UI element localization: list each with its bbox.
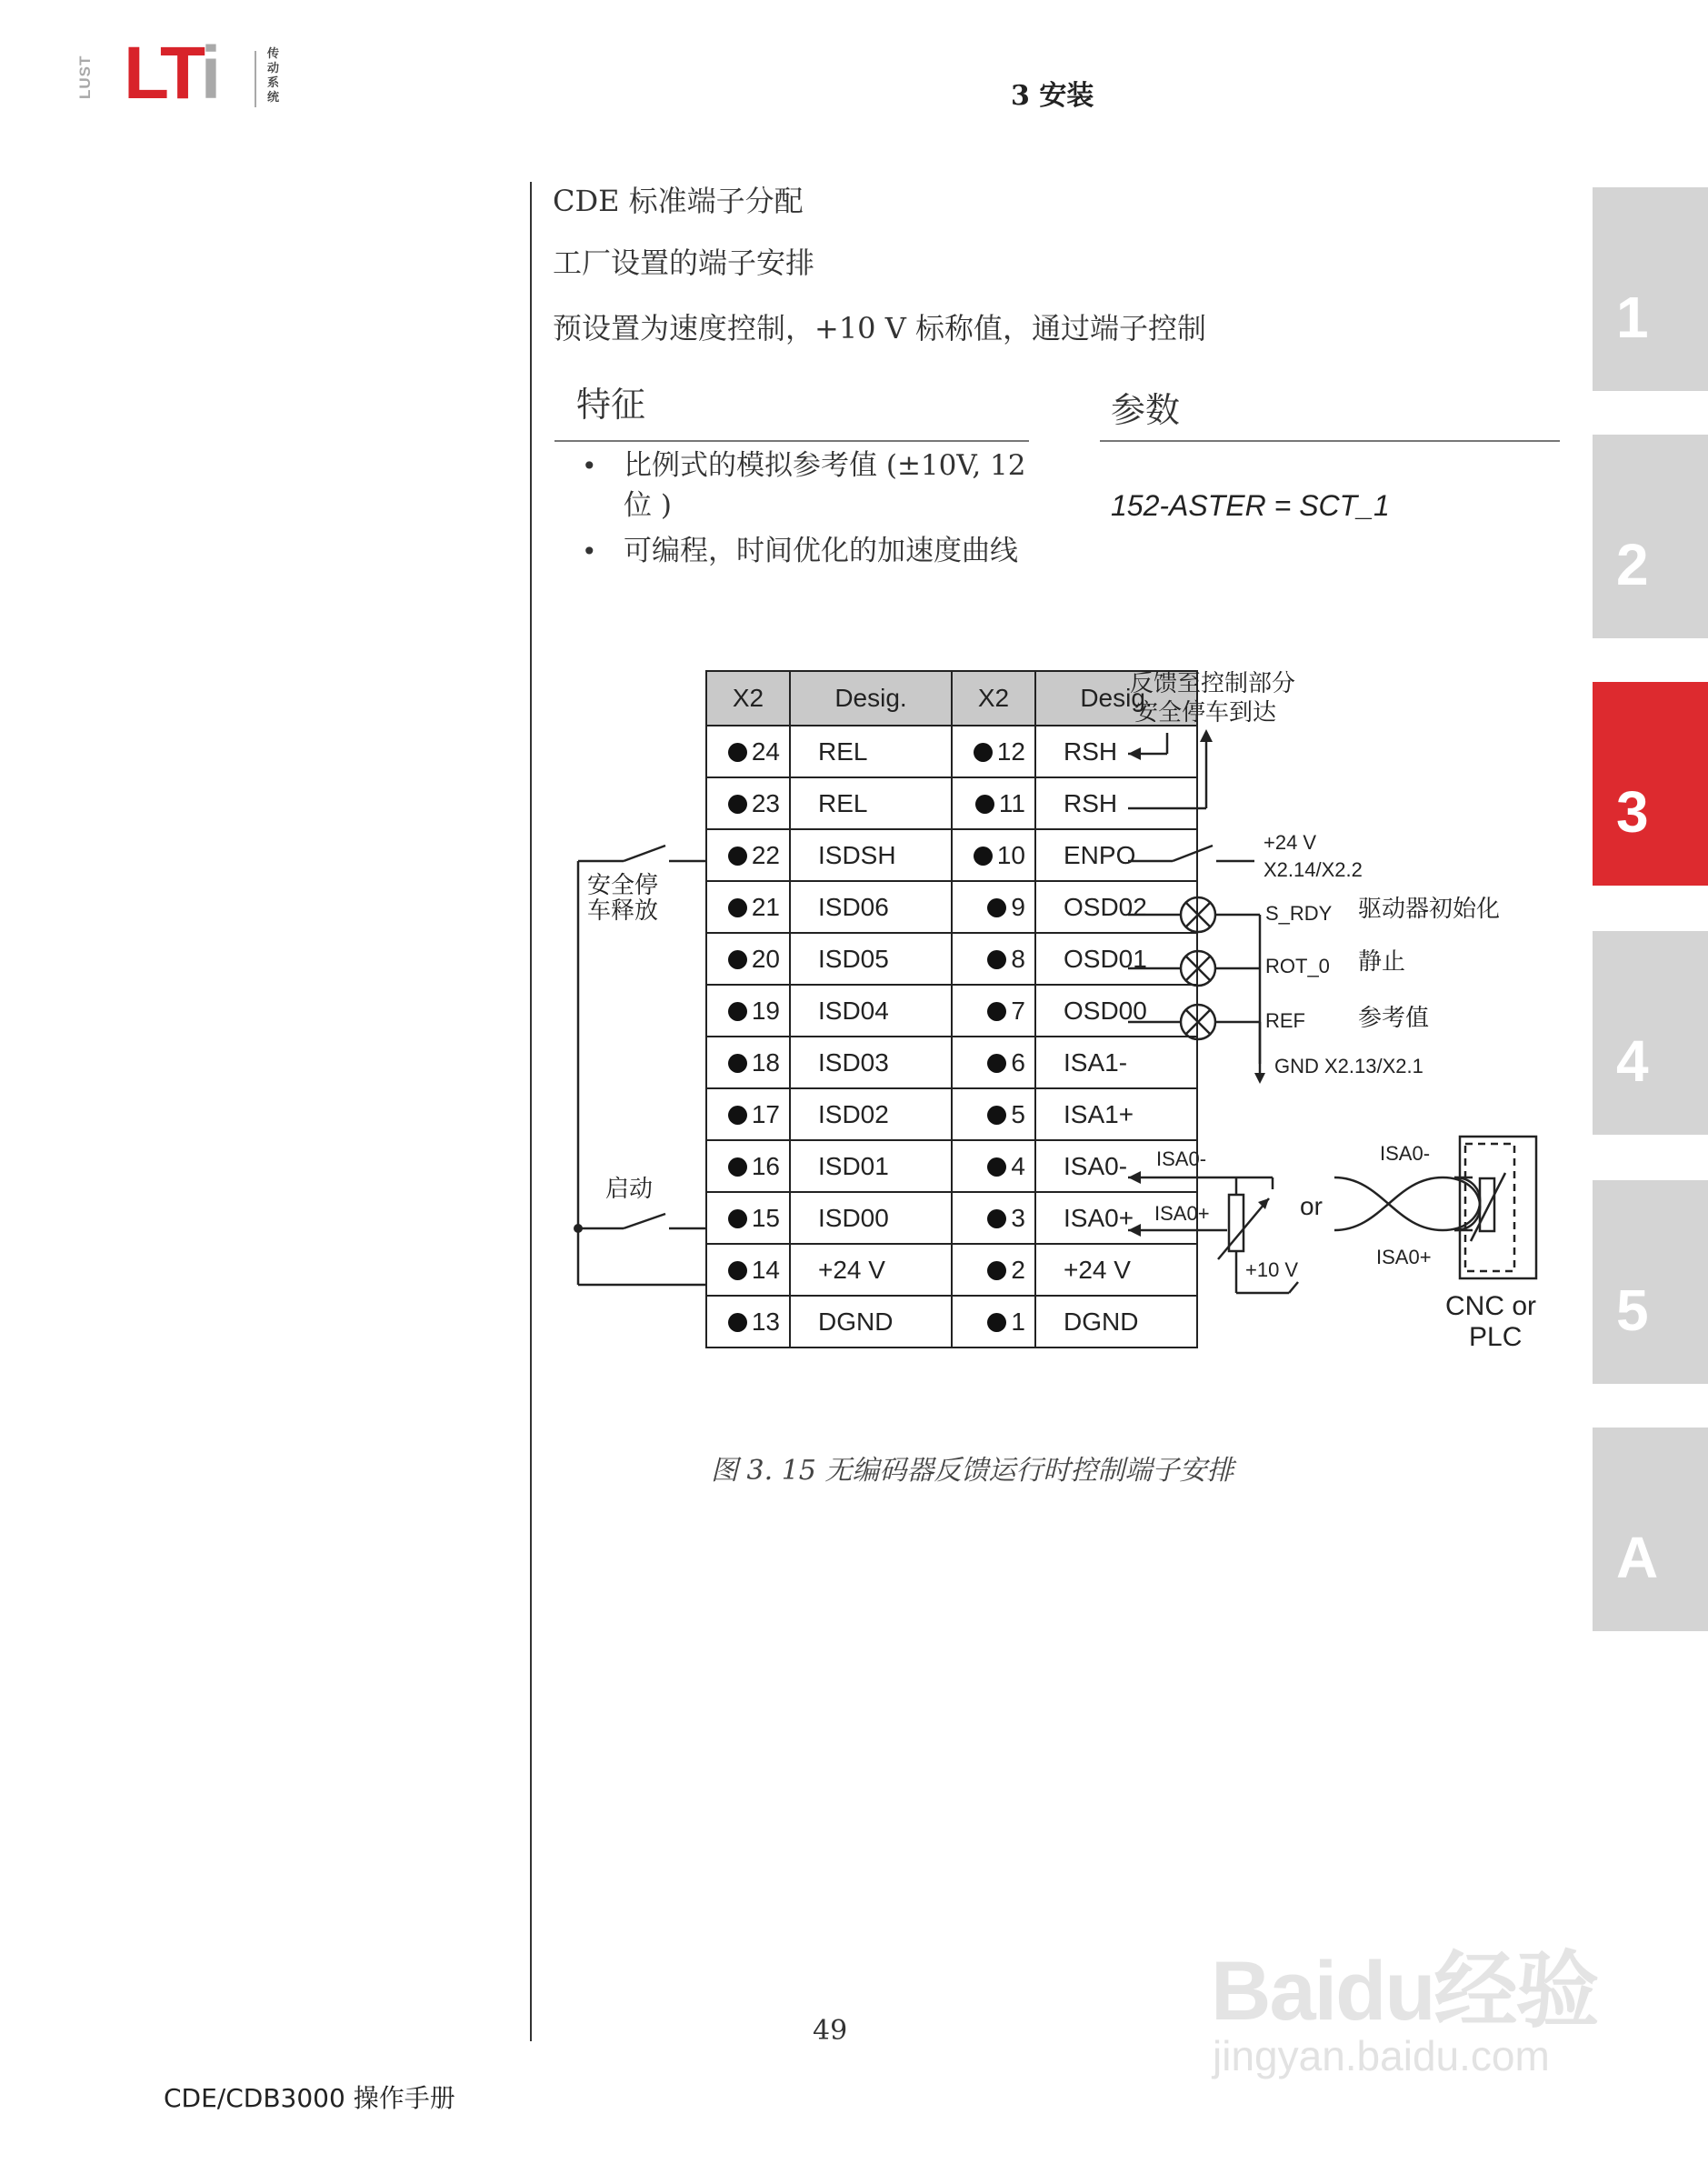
ref-label: REF bbox=[1265, 1009, 1305, 1032]
feature-item-1-line-1: 比例式的模拟参考值 (±10V, 12 bbox=[624, 449, 1026, 482]
chapter-tab-1[interactable] bbox=[1593, 187, 1708, 391]
header-desig-left: Desig. bbox=[790, 671, 952, 726]
terminal-desig-left-text: ISD00 bbox=[818, 1203, 889, 1232]
isa0-minus-label: ISA0- bbox=[1156, 1147, 1207, 1170]
chapter-tab-a[interactable] bbox=[1593, 1428, 1708, 1631]
terminal-number-left-text: 17 bbox=[751, 1099, 780, 1128]
page-number: 49 bbox=[813, 2015, 848, 2047]
rot-0-desc: 静止 bbox=[1358, 948, 1406, 976]
feedback-label-2: 安全停车到达 bbox=[1134, 699, 1277, 726]
cnc-label-2: PLC bbox=[1469, 1322, 1523, 1352]
chapter-tab-3-label: 3 bbox=[1616, 779, 1649, 845]
terminal-desig-left-text: REL bbox=[818, 736, 868, 766]
terminal-number-right-text: 7 bbox=[1011, 996, 1025, 1025]
s-rdy-desc: 驱动器初始化 bbox=[1358, 896, 1501, 923]
header-x2-right: X2 bbox=[952, 671, 1035, 726]
terminal-desig-left-text: ISD06 bbox=[818, 892, 889, 921]
terminal-number-left-text: 19 bbox=[751, 996, 780, 1025]
footer-title: CDE/CDB3000 操作手册 bbox=[164, 2083, 455, 2113]
terminal-number-left-text: 23 bbox=[751, 788, 780, 817]
terminal-desig-right-text: ISA1- bbox=[1064, 1047, 1128, 1077]
parameters-heading: 参数 bbox=[1111, 390, 1181, 430]
terminal-desig-right-text: ISA0- bbox=[1064, 1151, 1128, 1180]
supply-24v-label: +24 V bbox=[1264, 831, 1317, 854]
terminal-number-right-text: 6 bbox=[1011, 1047, 1025, 1077]
cnc-label-1: CNC or bbox=[1445, 1291, 1537, 1321]
logo-lti: LTi bbox=[124, 32, 218, 115]
start-label: 启动 bbox=[605, 1176, 654, 1203]
terminal-desig-right-text: OSD02 bbox=[1064, 892, 1147, 921]
safe-stop-label-2: 车释放 bbox=[587, 897, 659, 925]
terminal-number-right-text: 8 bbox=[1011, 944, 1025, 973]
chapter-tab-a-label: A bbox=[1616, 1525, 1659, 1590]
terminal-number-left-text: 24 bbox=[751, 736, 780, 766]
watermark-logo: Baidu经验 bbox=[1211, 1945, 1598, 2038]
twisted-isa0-plus-label: ISA0+ bbox=[1376, 1246, 1432, 1268]
chapter-tab-1-label: 1 bbox=[1616, 285, 1649, 350]
chapter-tab-2-label: 2 bbox=[1616, 532, 1649, 597]
or-label: or bbox=[1300, 1192, 1323, 1220]
ref-desc: 参考值 bbox=[1358, 1005, 1430, 1032]
terminal-desig-right-text: ISA1+ bbox=[1064, 1099, 1134, 1128]
terminal-number-left-text: 22 bbox=[751, 840, 780, 869]
terminal-number-right-text: 9 bbox=[1011, 892, 1025, 921]
feedback-label-1: 反馈至控制部分 bbox=[1130, 670, 1296, 697]
safe-stop-label-1: 安全停 bbox=[587, 872, 659, 899]
ten-v-label: +10 V bbox=[1245, 1258, 1299, 1281]
bullet-2: • bbox=[582, 536, 597, 566]
logo-subtitle: 传动系统 bbox=[267, 47, 280, 105]
figure-caption: 图 3. 15 无编码器反馈运行时控制端子安排 bbox=[711, 1455, 1234, 1487]
intro-line-3: 预设置为速度控制，+10 V 标称值，通过端子控制 bbox=[553, 311, 1206, 346]
header-x2-left: X2 bbox=[706, 671, 790, 726]
terminal-number-left-text: 21 bbox=[751, 892, 780, 921]
terminal-number-right-text: 5 bbox=[1011, 1099, 1025, 1128]
terminal-number-left-text: 18 bbox=[751, 1047, 780, 1077]
header-desig-right: Desig. bbox=[1035, 671, 1197, 726]
terminal-number-left-text: 20 bbox=[751, 944, 780, 973]
chapter-tab-5-label: 5 bbox=[1616, 1277, 1649, 1343]
terminal-desig-left-text: ISDSH bbox=[818, 840, 896, 869]
watermark-url: jingyan.baidu.com bbox=[1213, 2032, 1550, 2079]
terminal-desig-left-text: DGND bbox=[818, 1307, 894, 1336]
rot-0-label: ROT_0 bbox=[1265, 955, 1330, 977]
chapter-tab-4-label: 4 bbox=[1616, 1028, 1649, 1094]
terminal-desig-left-text: ISD01 bbox=[818, 1151, 889, 1180]
terminal-number-right-text: 3 bbox=[1011, 1203, 1025, 1232]
supply-ref-label: X2.14/X2.2 bbox=[1264, 858, 1363, 881]
terminal-desig-left-text: ISD04 bbox=[818, 996, 889, 1025]
parameter-value: 152-ASTER = SCT_1 bbox=[1111, 489, 1390, 522]
twisted-isa0-minus-label: ISA0- bbox=[1380, 1142, 1431, 1165]
terminal-desig-right-text: RSH bbox=[1064, 788, 1118, 817]
intro-line-2: 工厂设置的端子安排 bbox=[553, 245, 815, 280]
terminal-number-left-text: 16 bbox=[751, 1151, 780, 1180]
terminal-desig-right-text: +24 V bbox=[1064, 1255, 1131, 1284]
features-heading: 特征 bbox=[576, 385, 646, 425]
terminal-number-right-text: 1 bbox=[1011, 1307, 1025, 1336]
terminal-number-right-text: 2 bbox=[1011, 1255, 1025, 1284]
terminal-desig-left-text: REL bbox=[818, 788, 868, 817]
chapter-tab-2[interactable] bbox=[1593, 435, 1708, 638]
intro-line-1: CDE 标准端子分配 bbox=[553, 184, 804, 218]
terminal-number-left-text: 13 bbox=[751, 1307, 780, 1336]
feature-item-1-line-2: 位 ) bbox=[624, 489, 672, 522]
logo-lust-text: LUST bbox=[76, 55, 94, 100]
terminal-desig-right-text: OSD00 bbox=[1064, 996, 1147, 1025]
terminal-desig-left-text: ISD05 bbox=[818, 944, 889, 973]
bullet-1: • bbox=[582, 451, 597, 481]
s-rdy-label: S_RDY bbox=[1265, 902, 1333, 925]
terminal-desig-right-text: RSH bbox=[1064, 736, 1118, 766]
terminal-number-left-text: 15 bbox=[751, 1203, 780, 1232]
terminal-desig-right-text: ENPO bbox=[1064, 840, 1136, 869]
chapter-tab-4[interactable] bbox=[1593, 931, 1708, 1135]
terminal-number-left-text: 14 bbox=[751, 1255, 780, 1284]
terminal-desig-right-text: DGND bbox=[1064, 1307, 1139, 1336]
terminal-desig-left-text: ISD02 bbox=[818, 1099, 889, 1128]
isa0-plus-label: ISA0+ bbox=[1154, 1202, 1210, 1225]
terminal-desig-left-text: ISD03 bbox=[818, 1047, 889, 1077]
gnd-label: GND X2.13/X2.1 bbox=[1274, 1055, 1423, 1077]
terminal-desig-left-text: +24 V bbox=[818, 1255, 885, 1284]
chapter-tab-5[interactable] bbox=[1593, 1180, 1708, 1384]
section-title: 3 安装 bbox=[1011, 80, 1094, 112]
terminal-desig-right-text: OSD01 bbox=[1064, 944, 1147, 973]
terminal-number-right-text: 11 bbox=[998, 788, 1025, 817]
terminal-number-right-text: 12 bbox=[996, 736, 1025, 766]
feature-item-2-line-1: 可编程，时间优化的加速度曲线 bbox=[624, 535, 1018, 567]
terminal-desig-right-text: ISA0+ bbox=[1064, 1203, 1134, 1232]
terminal-number-right-text: 10 bbox=[996, 840, 1025, 869]
terminal-number-right-text: 4 bbox=[1011, 1151, 1025, 1180]
chapter-tab-3[interactable] bbox=[1593, 682, 1708, 886]
